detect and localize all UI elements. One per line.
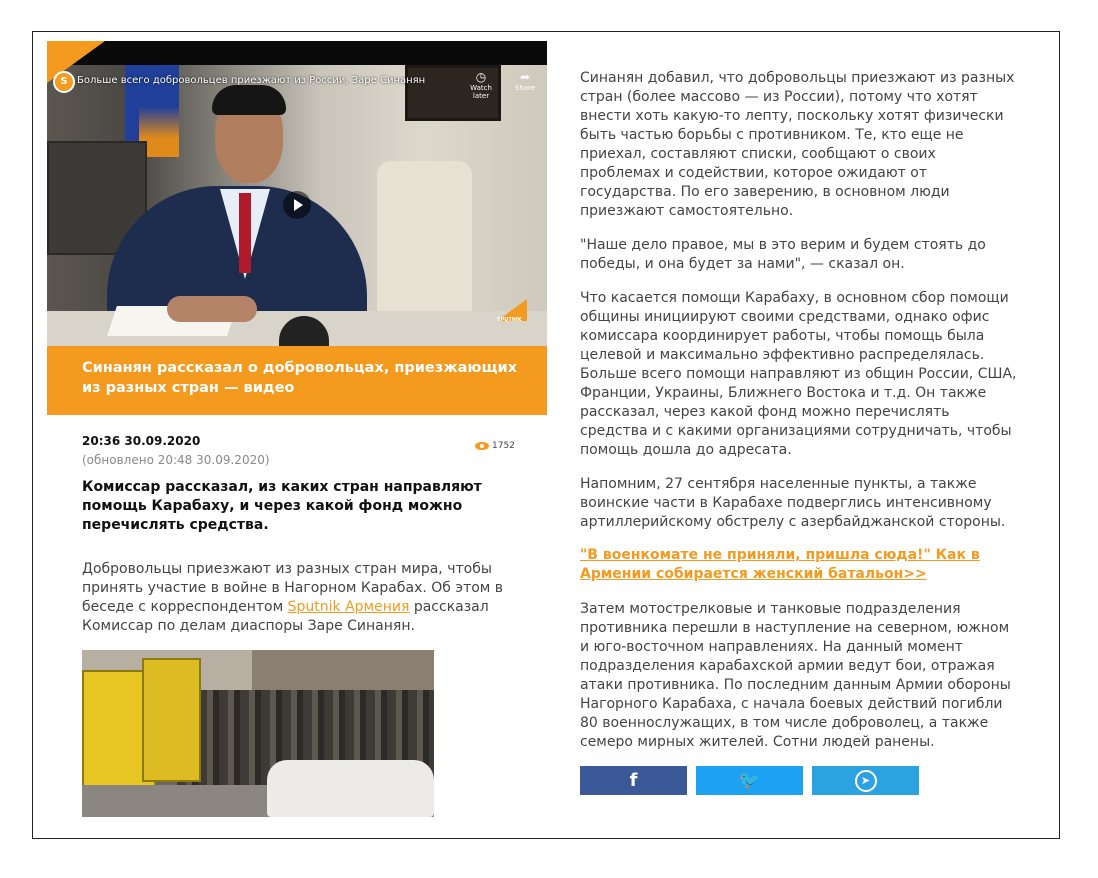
person-hair [212,85,286,115]
article-paragraph-3: Что касается помощи Карабаху, в основном сбор помощи общины инициируют своими средствами, однако офис комиссара координирует работы, чтобы помощь была целевой и максимально эффективно распределялась. Больше всего помощи направляют из общин России, США, Франции, Украины, Ближнего Востока и т.д. Он также рассказал, через какой фонд можно перечислять средства и с какими организациями сотрудничать, чтобы помощь дошла до адресата. [580,290,1017,458]
telegram-icon: ➤ [855,770,877,792]
related-article [580,546,1020,584]
video-player[interactable] [47,41,547,346]
video-caption: Синанян рассказал о добровольцах, приезжающих из разных стран — видео [82,360,518,396]
share-video-button[interactable] [507,71,543,92]
article-paragraph-5: Затем мотострелковые и танковые подразделения противника перешли в наступление на северном, южном и юго-восточном направлениях. На данный момент подразделения карабахской армии ведут бои, отражая атаки противника. По последним данным Армии обороны Нагорного Карабаха, с начала боевых действий погибли 80 военнослужащих, в том числе доброволец, а также семеро мирных жителей. Сотни людей ранены. [580,601,1011,750]
volunteers-photo [82,650,434,817]
watermark-text: SPUTNIK [497,317,522,323]
article-lead: Комиссар рассказал, из каких стран направляют помощь Карабаху, и через какой фонд можно перечислять средства. [82,479,482,533]
video-title[interactable]: Больше всего добровольцев приезжают из России, Заре Синанян [77,75,426,86]
view-count-value: 1752 [492,441,515,451]
eye-icon [475,442,489,450]
chair [377,161,472,326]
watch-later-label: Watch later [470,84,492,100]
twitter-icon: 🐦 [738,770,761,791]
share-arrow-icon: ➦ [519,70,531,84]
article-paragraph-4: Напомним, 27 сентября населенные пункты, а также воинские части в Карабахе подверглись интенсивному артиллерийскому обстрелу с азербайджанской стороны. [580,476,1006,530]
twitter-share-button[interactable] [696,766,803,795]
telegram-share-button[interactable] [812,766,919,795]
paragraph-text: Добровольцы приезжают из разных стран мира, чтобы принять участие в войне в Нагорном Карабах. Об этом в беседе с корреспондентом [82,561,504,615]
related-article-link[interactable]: "В военкомате не приняли, пришла сюда!" Как в Армении собирается женский батальон>> [580,547,980,582]
article-paragraph-2: Синанян добавил, что добровольцы приезжают из разных стран (более массово — из России), потому что хотят внести хоть какую-то лепту, поскольку хотят физически быть частью борьбы с противником. Те, кто еще не приехал, составляют списки, сообщают о своих проблемах и содействии, которое ожидают от государства. По его заверению, в основном люди приезжают самостоятельно. [580,70,1015,219]
video-caption-box [47,346,547,415]
clock-icon: ◷ [475,70,487,84]
facebook-share-button[interactable] [580,766,687,795]
channel-avatar-icon[interactable]: S [53,71,75,93]
paragraph-text: рассказал Комиссар по делам диаспоры Заре Синанян. [82,599,489,634]
article-paragraph-1 [82,560,522,636]
sputnik-armenia-link[interactable]: Sputnik Армения [287,599,410,615]
sputnik-watermark-icon [497,299,533,323]
updated-datetime: (обновлено 20:48 30.09.2020) [82,453,270,467]
share-label: Share [514,84,536,92]
person-tie [239,193,251,273]
play-button[interactable] [283,191,311,219]
video-topbar [47,41,547,65]
article-quote: "Наше дело правое, мы в это верим и будем стоять до победы, и она будет за нами", — сказал он. [580,237,986,272]
facebook-icon: f [629,770,638,791]
person-hands [167,296,257,322]
publish-datetime: 20:36 30.09.2020 [82,434,201,448]
watch-later-button[interactable] [463,71,499,100]
view-count [475,441,515,451]
